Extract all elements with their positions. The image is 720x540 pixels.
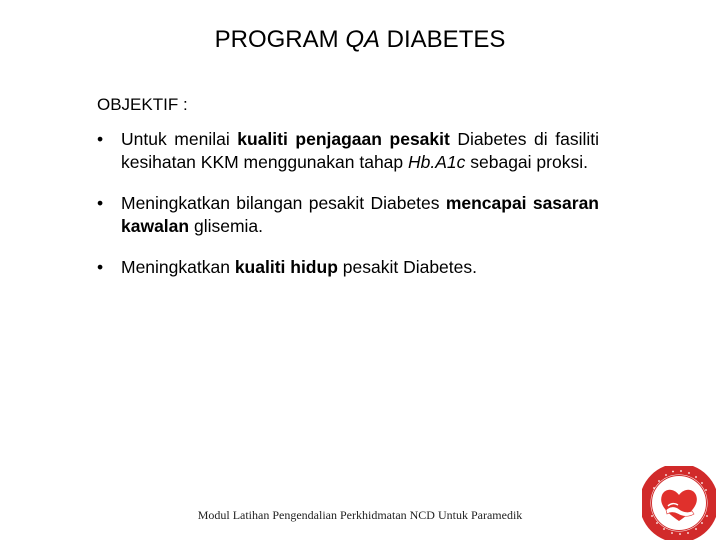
- list-item: [97, 128, 599, 174]
- slide-footer: Modul Latihan Pengendalian Perkhidmatan NCD Untuk Paramedik: [197, 508, 523, 522]
- bullet-text: sebagai proksi.: [465, 152, 588, 172]
- bullet-text: Untuk menilai: [121, 129, 238, 149]
- heart-hands-logo-icon: [642, 466, 716, 540]
- bullet-text: Meningkatkan bilangan pesakit Diabetes: [121, 193, 446, 213]
- list-item: [97, 256, 599, 279]
- slide-title: [0, 26, 720, 54]
- objective-list: [97, 128, 599, 297]
- bullet-bold: kualiti penjagaan pesakit: [237, 129, 450, 149]
- objective-heading: OBJEKTIF :: [97, 95, 188, 114]
- bullet-text: Meningkatkan: [121, 257, 235, 277]
- list-item: [97, 192, 599, 238]
- bullet-dot: •: [97, 257, 104, 277]
- bullet-dot: •: [97, 129, 104, 149]
- bullet-dot: •: [97, 193, 104, 213]
- bullet-text: glisemia.: [189, 216, 264, 236]
- bullet-bold: mencapai sasaran kawalan: [121, 193, 599, 236]
- bullet-italic: Hb.A1c: [408, 152, 466, 172]
- bullet-text: pesakit Diabetes.: [337, 257, 477, 277]
- title-part-2: QA: [345, 26, 380, 53]
- title-part-3: DIABETES: [380, 26, 506, 53]
- bullet-bold: kualiti hidup: [234, 257, 338, 277]
- bullet-text: Diabetes di fasiliti kesihatan KKM menggunakan tahap: [121, 129, 599, 172]
- title-part-1: PROGRAM: [214, 26, 346, 53]
